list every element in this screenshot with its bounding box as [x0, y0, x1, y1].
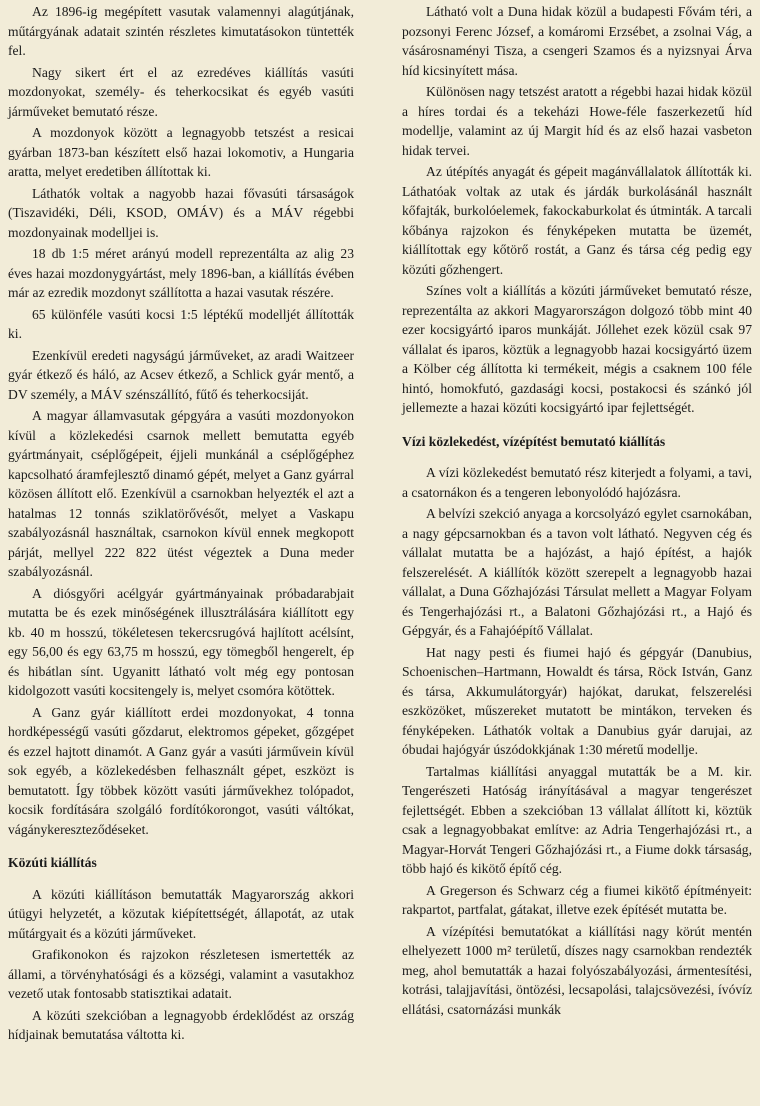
paragraph: Tartalmas kiállítási anyaggal mutatták be a M. kir. Tengerészeti Hatóság irányításával a magyar tengerészet fejlettségét. Ebben a szekcióban 13 vállalat állított ki, köztük csak a legnagyobbakat említve: az Adria Tengerhajózási rt., a Magyar-Horvát Tengeri Gőzhajózási rt., a Fiume dokk társaság, több hajó és kikötő építő cég. [402, 763, 752, 876]
paragraph: A vízépítési bemutatókat a kiállítási nagy körút mentén elhelyezett 1000 m² területű, díszes nagy csarnokban rendezték meg, ahol bemutatták a hazai folyószabályozási, ármentesítési, kotrási, talajjavítási, öntözési, lecsapolási, talajcsövezési, ívóvíz ellátási, csatornázási munkák [402, 923, 752, 1017]
paragraph: A Ganz gyár kiállított erdei mozdonyokat, 4 tonna hordképességű vasúti gőzdarut, elektromos gépeket, gőzgépet és ezzel hajtott dinamót. A Ganz gyár a vasúti járművein kívül sok egyéb, a közlekedésben felhasznált gépet, eszközt is bemutatott. Így többek között vasúti járművekhez tolópadot, kocsik fordítására szolgáló fordítókorongot, vasúti váltókat, vágánykereszteződéseket. [8, 704, 354, 837]
paragraph: A közúti szekcióban a legnagyobb érdeklődést az ország hídjainak bemutatása váltotta ki. [8, 1007, 354, 1042]
paragraph: Ezenkívül eredeti nagyságú járműveket, az aradi Waitzeer gyár étkező és háló, az Acsev étkező, a Schlick gyár mentő, a DV személy, a MÁV szénszállító, fűtő és teherkocsiját. [8, 347, 354, 402]
paragraph: Az útépítés anyagát és gépeit magánvállalatok állították ki. Láthatóak voltak az utak és járdák burkolásánál használt kőfajták, burkolóelemek, fakockaburkolat és útminták. A tarcali kőbánya rajzokon és fényképeken mutatta be üzemét, kiállítottak egy kőtörő rostát, a Ganz és társa cég pedig egy közúti gőzhengert. [402, 164, 752, 277]
paragraph: Nagy sikert ért el az ezredéves kiállítás vasúti mozdonyokat, személy- és teherkocsikat és egyéb vasúti járműveket bemutató része. [8, 64, 354, 119]
paragraph: 18 db 1:5 méret arányú modell reprezentálta az alig 23 éves hazai mozdonygyártást, mely 1896-ban, a kiállítás évében már az ezredik mozdonyt szállította a hazai vasutak részére. [8, 246, 354, 300]
paragraph: A mozdonyok között a legnagyobb tetszést a resicai gyárban 1873-ban készített első hazai lokomotiv, a Hungaria aratta, melyet eredetiben állítottak ki. [8, 125, 354, 179]
paragraph: A magyar államvasutak gépgyára a vasúti mozdonyokon kívül a közlekedési csarnok mellett bemutatta egyéb gyártmányait, cséplőgépeit, éjjeli munkánál a cséplőgéphez kapcsolható áramfejlesztő dinamó gépét, melyet a Ganz gyárral közösen állított elő. Ezenkívül a csarnokban helyezték el azt a hatalmas 12 tonnás sziklatörővésőt, melyet a Vaskapu szabályozásnál használtak, csarnokon kívül ennek megkopott párját, mellyel 222 822 ütést végeztek a Duna meder szabályozásnál. [8, 408, 354, 579]
right-column [402, 2, 752, 1021]
paragraph: Láthatók voltak a nagyobb hazai fővasúti társaságok (Tiszavidéki, Déli, KSOD, OMÁV) és a MÁV régebbi mozdonyainak modelljei is. [8, 185, 354, 240]
paragraph: A diósgyőri acélgyár gyártmányainak próbadarabjait mutatta be és ezek minőségének illusztrálására kiállított egy kb. 40 m hosszú, tökéletesen tekercsrugóvá hajlított acélsínt, egy 56,00 és egy 63,75 m hosszú, egy tömegből hengerelt, ép és hibátlan sínt. Ugyanitt látható volt még egy pontosan kidolgozott vasúti kocsitengely is, melyet csomóra kötöttek. [8, 585, 354, 698]
paragraph: A vízi közlekedést bemutató rész kiterjedt a folyami, a tavi, a csatornákon és a tengeren lebonyolódó hajózásra. [402, 465, 752, 500]
paragraph: Látható volt a Duna hidak közül a budapesti Fővám téri, a pozsonyi Ferenc József, a komáromi Erzsébet, a zsolnai Vág, a vásárosnaményi Tisza, a csengeri Szamos és a nyizsnyai Árva híd kicsinyített mása. [402, 4, 752, 78]
paragraph: Különösen nagy tetszést aratott a régebbi hazai hidak közül a híres tordai és a tekeházi Howe-féle faszerkezetű híd modellje, valamint az új Margit híd és az első hazai vasbeton hidak tervei. [402, 84, 752, 158]
paragraph: Hat nagy pesti és fiumei hajó és gépgyár (Danubius, Schoenischen–Hartmann, Howaldt és társa, Röck István, Ganz és társa, Akkumulátorgyár) hajókat, darukat, felszerelési eszközöket, műszereket mutatott be mintákon, terveken és fényképeken. Láthatók voltak a Danubius gyár darujai, az óbudai hajógyár úszódokkjának 1:30 méretű modellje. [402, 644, 752, 757]
paragraph: 65 különféle vasúti kocsi 1:5 léptékű modelljét állították ki. [8, 306, 354, 341]
paragraph: Színes volt a kiállítás a közúti járműveket bemutató része, reprezentálta az akkori Magyarországon dolgozó több mint 40 ezer kocsigyártó iparos munkáját. Jóllehet ezek közül csak 97 vállalat és iparos, köztük a legnagyobb hazai kocsigyártó üzem a Kölber cég állította ki termékeit, mégis a csaknem 100 féle hintó, homokfutó, gazdasági kocsi, postakocsi és szánkó jól jellemezte a hazai közúti kocsigyártó ipar fejlettségét. [402, 283, 752, 415]
left-column [8, 2, 354, 1047]
section-heading-kozuti: Közúti kiállítás [8, 855, 97, 870]
section-heading-vizi: Vízi közlekedést, vízépítést bemutató kiállítás [402, 433, 666, 449]
paragraph: Grafikonokon és rajzokon részletesen ismertették az állami, a törvényhatósági és a községi, valamint a vasutakhoz vezető utak fontosabb statisztikai adatait. [8, 947, 354, 1001]
paragraph: Az 1896-ig megépített vasutak valamennyi alagútjának, műtárgyának adatait szintén részletes kimutatásokon tüntették fel. [8, 4, 354, 58]
paragraph: A belvízi szekció anyaga a korcsolyázó egylet csarnokában, a nagy gépcsarnokban és a tavon volt látható. Negyven cég és vállalat mutatta be a hajózást, a hajó építést, a hajók felszerelését. A kiállítók között szerepelt a legnagyobb hazai vállalat, a Duna Gőzhajózási Társulat mellett a Magyar Folyam és Tengerhajózási rt., a Balatoni Gőzhajózási rt., a Hajó és Gépgyár, és a Fahajóépítő Vállalat. [402, 506, 752, 638]
paragraph: A közúti kiállításon bemutatták Magyarország akkori útügyi helyzetét, a közutak kiépítettségét, állapotát, az utak műtárgyait és a közúti járműveket. [8, 886, 354, 941]
paragraph: A Gregerson és Schwarz cég a fiumei kikötő építményeit: rakpartot, partfalat, gátakat, illetve ezek építését mutatta be. [402, 882, 752, 917]
